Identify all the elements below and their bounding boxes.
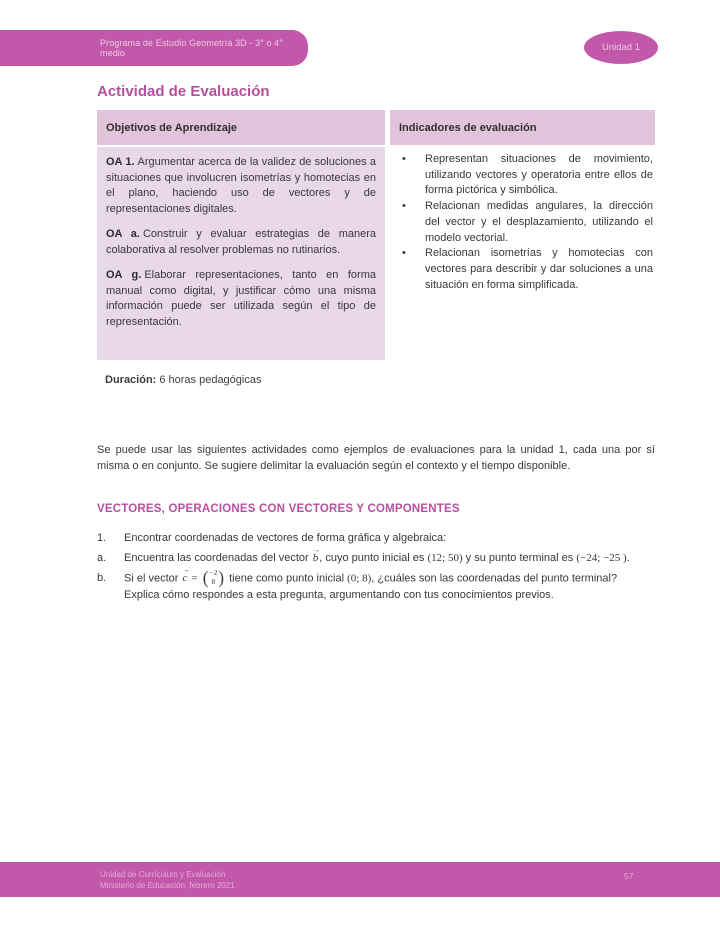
vector-component-x: −2 <box>209 568 218 577</box>
list-marker: 1. <box>97 532 107 544</box>
column-header-objectives: Objetivos de Aprendizaje <box>97 110 385 145</box>
footer-bar <box>0 862 720 897</box>
vector-arrow-icon: → <box>182 566 190 575</box>
page-content <box>97 83 655 607</box>
program-header-bar <box>0 30 308 66</box>
objectives-cell <box>97 147 385 360</box>
duration-label: Duración: <box>105 374 157 386</box>
program-title: Programa de Estudio Geometría 3D - 3° o 4° medio <box>100 38 283 58</box>
list-item-a: a. Encuentra las coordenadas del vector → b, cuyo punto inicial es (12; 50) y su punto terminal es (−24; −25 ). <box>97 550 655 567</box>
intro-paragraph: Se puede usar las siguientes actividades como ejemplos de evaluaciones para la unidad 1, cada una por sí misma o en conjunto. Se sugiere delimitar la evaluación según el contexto y el tiempo disponible. <box>97 444 655 472</box>
close-paren: ) <box>218 567 225 588</box>
page-number: 57 <box>624 871 634 881</box>
list-marker: b. <box>97 572 107 584</box>
activity-list <box>97 530 655 604</box>
bullet-icon: • <box>402 153 406 165</box>
footer-line2: Ministerio de Educación, febrero 2021 <box>100 880 235 890</box>
vector-arrow-icon: → <box>312 546 320 554</box>
objective-label: OA a. <box>106 228 140 240</box>
duration-line: Duración: 6 horas pedagógicas <box>105 374 262 386</box>
equals-sign: = <box>191 572 198 585</box>
list-item-b: b. Si el vector → c = ( −2 8 ) tiene como punto inicial (0; 8), ¿cuáles son las coordenadas del punto terminal? Explica cómo respondes a esta pregunta, argumentando con tus conocimientos previos. <box>97 570 655 604</box>
indicator-item: • Relacionan isometrías y homotecias con vectores para describir y dar soluciones a una situación en forma simplificada. <box>402 246 655 293</box>
vector-b-symbol: → b <box>312 550 320 567</box>
vector-c-symbol: → c <box>181 570 188 587</box>
objective-oaa: OA a. Construir y evaluar estrategias de manera colaborativa al resolver problemas no rutinarios. <box>106 228 376 256</box>
unit-badge-label: Unidad 1 <box>601 42 641 53</box>
list-marker: a. <box>97 552 107 564</box>
objective-oa1: OA 1. Argumentar acerca de la validez de soluciones a situaciones que involucren isometrías y homotecias en el plano, haciendo uso de vectores y de representaciones digitales. <box>106 156 376 215</box>
objective-label: OA 1. <box>106 156 135 168</box>
objective-label: OA g. <box>106 269 142 281</box>
page-title: Actividad de Evaluación <box>97 83 270 100</box>
list-item-1: 1. Encontrar coordenadas de vectores de forma gráfica y algebraica: <box>97 530 655 547</box>
indicator-item: • Representan situaciones de movimiento, utilizando vectores y operatoria entre ellos de forma pictórica y simbólica. <box>402 152 655 199</box>
unit-badge <box>584 31 658 64</box>
evaluation-table <box>97 110 655 360</box>
terminal-point-a: (−24; −25 ). <box>576 552 630 564</box>
footer-credits <box>0 869 235 891</box>
open-paren: ( <box>202 567 209 588</box>
footer-line1: Unidad de Currículum y Evaluación <box>100 869 226 879</box>
bullet-icon: • <box>402 247 406 260</box>
initial-point-a: (12; 50) <box>427 552 463 564</box>
column-header-indicators: Indicadores de evaluación <box>390 110 655 145</box>
indicator-item: • Relacionan medidas angulares, la dirección del vector y el desplazamiento, utilizando el modelo vectorial. <box>402 199 655 246</box>
column-vector <box>203 569 224 586</box>
objective-oag: OA g. Elaborar representaciones, tanto en forma manual como digital, y justificar cómo una misma información puede ser utilizada según el tipo de representación. <box>106 269 376 328</box>
section-heading: VECTORES, OPERACIONES CON VECTORES Y COMPONENTES <box>97 503 460 515</box>
initial-point-b: (0; 8) <box>347 572 372 585</box>
vector-component-y: 8 <box>211 576 216 586</box>
indicators-cell <box>390 147 655 360</box>
bullet-icon: • <box>402 200 406 213</box>
